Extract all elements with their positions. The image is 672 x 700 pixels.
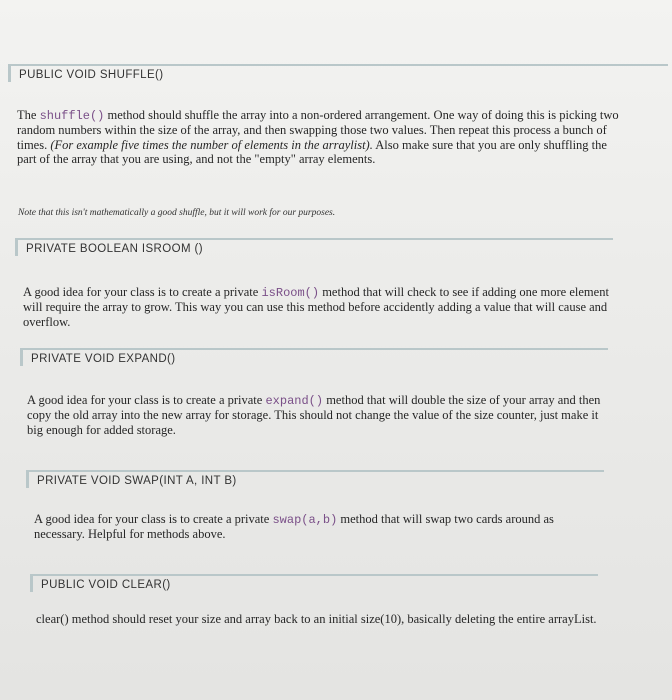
expand-description: A good idea for your class is to create a private expand() method that will double the size of your array and then copy the old array into the new array for storage. This should not change the value of the size counter, just make it big enough for added storage. — [27, 393, 601, 437]
shuffle-description: The shuffle() method should shuffle the array into a non-ordered arrangement. One way of doing this is picking two random numbers within the size of the array, and then swapping those two values. Then repeat this process a bunch of times. (For example five times the number of elements in the arraylist). Also make sure that you are only shuffling the part of the array that you are using, and not the "empty" array elements. — [17, 108, 619, 167]
section-heading-swap: PRIVATE VOID SWAP(INT A, INT B) — [26, 470, 604, 488]
section-heading-isroom: PRIVATE BOOLEAN ISROOM () — [15, 238, 613, 256]
shuffle-code: shuffle() — [39, 109, 105, 123]
section-heading-clear: PUBLIC VOID CLEAR() — [30, 574, 598, 592]
swap-description: A good idea for your class is to create a private swap(a,b) method that will swap two cards around as necessary. Helpful for methods above. — [34, 512, 554, 542]
clear-description: clear() method should reset your size and array back to an initial size(10), basically deleting the entire arrayList. — [36, 612, 597, 626]
shuffle-note: Note that this isn't mathematically a good shuffle, but it will work for our purposes. — [18, 208, 336, 218]
swap-code: swap(a,b) — [272, 513, 338, 527]
expand-code: expand() — [265, 394, 324, 408]
section-heading-expand: PRIVATE VOID EXPAND() — [20, 348, 608, 366]
isroom-description: A good idea for your class is to create a private isRoom() method that will check to see if adding one more element will require the array to grow. This way you can use this method before accidently adding a value that will cause and overflow. — [23, 285, 609, 329]
section-heading-shuffle: PUBLIC VOID SHUFFLE() — [8, 64, 668, 82]
isroom-code: isRoom() — [261, 286, 320, 300]
